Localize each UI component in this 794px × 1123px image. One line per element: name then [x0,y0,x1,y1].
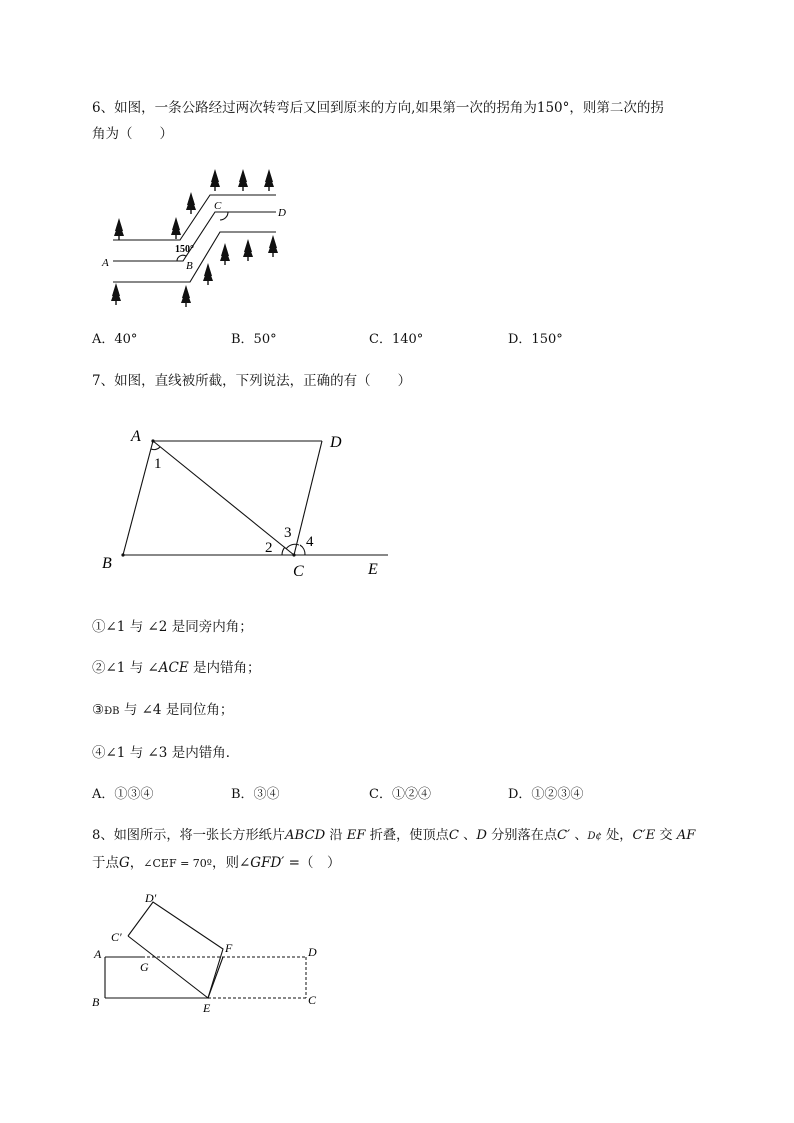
q7-angle-3: 3 [284,525,292,541]
q6-label-b: B [186,260,193,272]
q6-option-b[interactable]: B．50° [231,332,277,347]
q7-statement-4: ④∠1 与 ∠3 是内错角． [92,745,240,761]
q8-label-f: F [225,941,233,955]
q7-option-d[interactable]: D．①②③④ [508,787,584,802]
q7-angle-4: 4 [306,534,314,550]
tree-icons [111,169,278,307]
q7-statement-2: ②∠1 与 ∠ACE 是内错角； [92,660,261,676]
q8-label-d: D [308,945,317,959]
q7-parallelogram-figure [98,425,398,580]
q8-label-e: E [203,1001,211,1015]
q7-label-b: B [102,555,112,572]
q8-label-c: C [308,993,317,1007]
q6-road-figure [98,165,298,315]
q7-label-e: E [368,561,378,578]
q8-fold-figure [90,888,330,1018]
q8-stem-line1: 8、如图所示，将一张长方形纸片ABCD 沿 EF 折叠，使顶点C 、D 分别落在点C′ 、D¢ 处，C′E 交 AF [92,828,696,843]
q6-angle-label: 150° [175,244,194,255]
q6-label-d: D [278,207,286,219]
q7-option-c[interactable]: C．①②④ [369,787,431,802]
q7-label-a: A [131,428,141,445]
q7-option-a[interactable]: A．①③④ [92,787,154,802]
q7-angle-1: 1 [154,456,162,472]
q8-label-cprime: C′ [111,930,122,944]
q8-stem-line2: 于点G，∠CEF = 70º，则∠GFD′ =（ ） [92,855,341,871]
q7-statement-3: ③ÐB 与 ∠4 是同位角； [92,702,234,718]
q6-label-c: C [214,200,222,212]
q6-stem-line2: 角为（ ） [92,126,173,142]
q6-option-c[interactable]: C．140° [369,332,424,347]
q7-angle-2: 2 [265,540,273,556]
q6-label-a: A [102,257,109,269]
q8-label-a: A [94,947,102,961]
q6-stem-line1: 6、如图，一条公路经过两次转弯后又回到原来的方向,如果第一次的拐角为150°，则第二次的拐 [92,100,664,116]
q7-label-c: C [293,563,304,580]
q7-option-b[interactable]: B．③④ [231,787,280,802]
q6-option-d[interactable]: D．150° [508,332,563,347]
q8-label-g: G [140,960,149,974]
q6-option-a[interactable]: A．40° [92,332,138,347]
q7-statement-1: ①∠1 与 ∠2 是同旁内角； [92,619,253,635]
q8-label-b: B [92,995,100,1009]
q7-stem: 7、如图，直线被所截，下列说法，正确的有（ ） [92,373,412,389]
q7-label-d: D [330,434,342,451]
q8-label-dprime: D′ [145,891,157,905]
